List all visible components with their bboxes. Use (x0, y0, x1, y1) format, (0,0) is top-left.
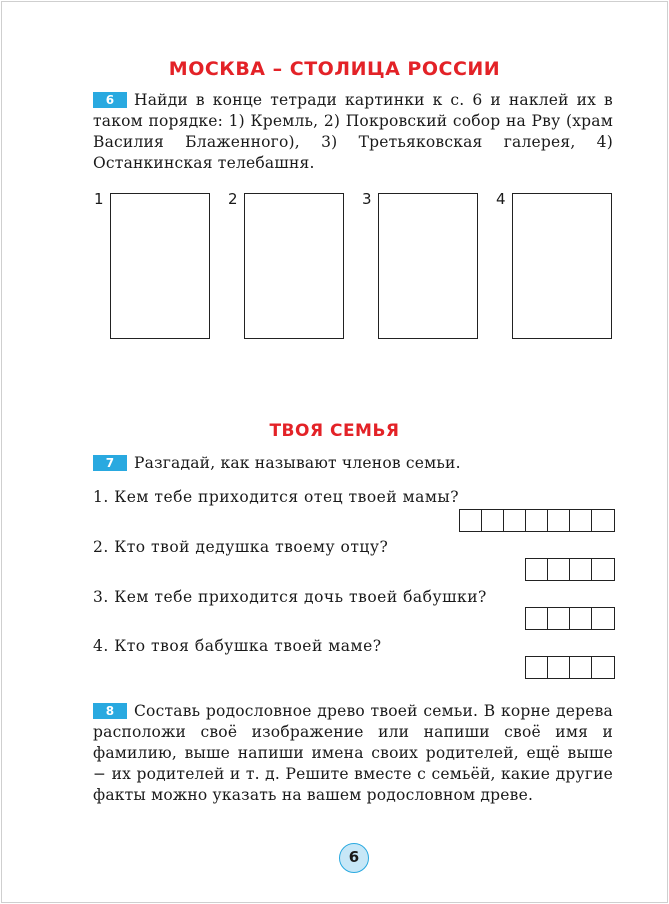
task-6-text: Найди в конце тетради картинки к с. 6 и наклей их в таком порядке: 1) Кремль, 2) Покровский собор на Рву (храм Василия Блаженного), 3) Третьяковская галерея, 4) Останкинская телебашня. (93, 91, 613, 172)
task-6 (93, 90, 613, 174)
section-title-family: ТВОЯ СЕМЬЯ (269, 421, 400, 441)
task-7-text: Разгадай, как называют членов семьи. (134, 454, 461, 472)
sticker-label-4: 4 (496, 190, 506, 208)
sticker-box-2[interactable] (244, 193, 344, 339)
sticker-box-4[interactable] (512, 193, 612, 339)
question-4: 4. Кто твоя бабушка твоей маме? (93, 637, 382, 655)
question-1: 1. Кем тебе приходится отец твоей мамы? (93, 488, 460, 506)
sticker-label-1: 1 (94, 190, 104, 208)
answer-grid-4[interactable] (525, 656, 615, 679)
answer-grid-3[interactable] (525, 607, 615, 630)
task-number-badge: 6 (93, 92, 127, 108)
answer-grid-1[interactable] (459, 509, 615, 532)
task-7 (93, 453, 613, 474)
task-number-badge: 7 (93, 455, 127, 471)
question-2: 2. Кто твой дедушка твоему отцу? (93, 538, 389, 556)
task-8 (93, 701, 613, 806)
section-title-moscow: МОСКВА – СТОЛИЦА РОССИИ (168, 58, 501, 80)
task-number-badge: 8 (93, 703, 127, 719)
sticker-box-1[interactable] (110, 193, 210, 339)
sticker-box-3[interactable] (378, 193, 478, 339)
answer-grid-2[interactable] (525, 558, 615, 581)
sticker-label-2: 2 (228, 190, 238, 208)
sticker-label-3: 3 (362, 190, 372, 208)
task-8-text: Составь родословное древо твоей семьи. В корне дерева расположи своё изображение или напиши своё имя и фамилию, выше напиши имена своих родителей, ещё выше − их родителей и т. д. Решите вместе с семьёй, какие другие факты можно указать на вашем родословном древе. (93, 702, 613, 804)
page-number: 6 (339, 843, 369, 873)
question-3: 3. Кем тебе приходится дочь твоей бабушки? (93, 588, 487, 606)
